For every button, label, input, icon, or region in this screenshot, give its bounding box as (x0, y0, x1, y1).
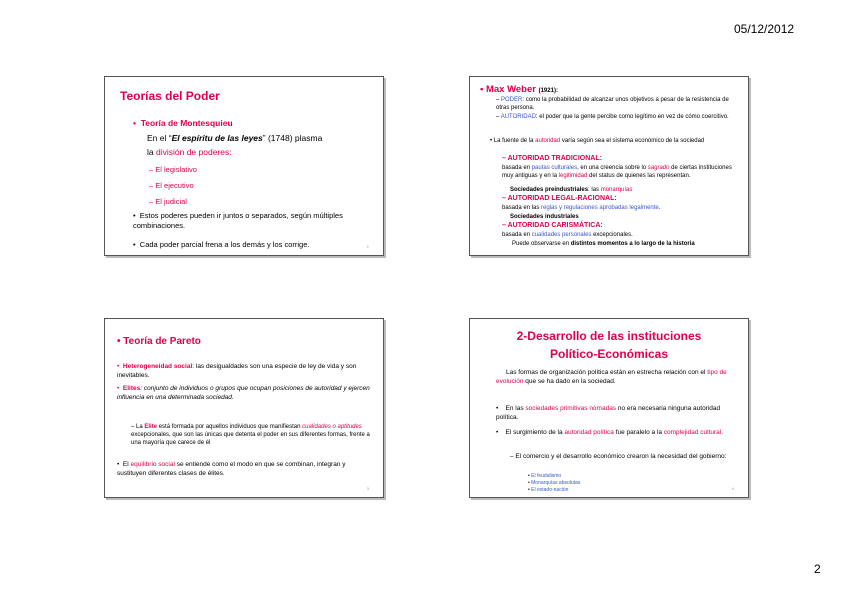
text: El comercio y el desarrollo económico crearon la necesidad del gobierno: (515, 453, 727, 460)
sub-item-legislativo: – El legislativo (149, 165, 197, 174)
text: Puede observarse en (512, 241, 571, 247)
legal-title: – AUTORIDAD LEGAL-RACIONAL: (502, 195, 617, 202)
bullet-text: Teoría de Montesquieu (140, 118, 233, 128)
slide-2 (469, 76, 749, 256)
term: sagrado (647, 165, 670, 171)
text: fue paralelo a la (613, 429, 664, 436)
term: complejidad cultural (663, 429, 722, 436)
year: (1921): (538, 88, 558, 94)
book-title: El espíritu de las leyes (171, 133, 263, 143)
term: monarquías (600, 187, 633, 193)
text: se entiende como el modo en que se combinan, integran y sustituyen diferentes clases de élites. (117, 461, 346, 477)
text: : como la probabilidad de alcanzar unos objetivos a pesar de la resistencia de otras persona. (496, 97, 729, 111)
pareto-bullet-2: • Elites: conjunto de individuos o grupos que ocupan posiciones de autoridad y ejercen influencia en una determinada sociedad. (117, 385, 370, 401)
term: PODER (501, 97, 523, 103)
slide-1 (104, 76, 384, 256)
term: cualidades o aptitudes (302, 424, 362, 430)
text: varía según sea el sistema económico de la sociedad (560, 138, 705, 144)
gov-list (528, 473, 580, 494)
trad-text (502, 164, 736, 180)
slide-number: 4 (731, 486, 734, 491)
pareto-bullet-1: • Heterogeneidad social: las desigualdades son una especie de ley de vida y son inevitables. (117, 363, 357, 379)
text: basada en (502, 165, 532, 171)
term: Elites (122, 385, 141, 392)
slide-3 (104, 318, 384, 498)
text: distintos momentos (570, 241, 628, 247)
text: En el “ (147, 133, 172, 143)
text: El surgimiento de la (505, 429, 565, 436)
text: basada en (502, 232, 532, 238)
text: El legislativo (155, 165, 197, 174)
term: sociedades primitivas nómadas (525, 405, 617, 412)
text: que se ha dado en la sociedad. (523, 377, 616, 385)
term: equilibrio social (130, 461, 175, 468)
text: Monarquías absolutas (531, 480, 581, 486)
text: Teoría de Pareto (123, 336, 201, 347)
char-text (502, 231, 736, 239)
term: pautas culturales (531, 165, 578, 171)
text: La fuente de la (493, 138, 536, 144)
slide-title: • Teoría de Pareto (117, 336, 201, 347)
text: : las desigualdades son una especie de ley de vida y son inevitables. (117, 363, 357, 379)
sub-item-judicial: – El judicial (149, 197, 187, 206)
slide-number: 1 (366, 244, 369, 249)
text: excepcionales, que son las únicas que detenta el poder en sus diferentes formas, frente a una mayoría que carece de él (131, 432, 370, 446)
text: El feudalismo (531, 473, 562, 479)
text: ” (1748) plasma (262, 133, 323, 143)
text: : conjunto de individuos o grupos que ocupan posiciones de autoridad y ejercen influencia en una determinada sociedad. (117, 385, 370, 401)
list-item: • El estado-nación (528, 487, 569, 493)
bullet-frena: • Cada poder parcial frena a los demás y los corrige. (133, 240, 310, 249)
montesquieu-line1 (147, 133, 322, 143)
weber-heading: • Max Weber (1921): (480, 84, 558, 95)
text: El (122, 461, 131, 468)
text: , en una creencia sobre lo (577, 165, 648, 171)
term: AUTORIDAD (500, 114, 536, 120)
para-3: • El surgimiento de la autoridad política fue paralelo a la complejidad cultural. (496, 429, 724, 436)
text: . (721, 429, 724, 436)
page-number: 2 (814, 562, 821, 576)
text: basada en las (502, 205, 542, 211)
trad-title: – AUTORIDAD TRADICIONAL: (502, 155, 602, 162)
sub-item-ejecutivo: – El ejecutivo (149, 181, 194, 190)
text: de ciertas instituciones muy antiguas y en la (502, 165, 732, 179)
term: cualidades personales (531, 232, 592, 238)
text: El judicial (155, 197, 187, 206)
trad-society (510, 186, 632, 194)
slide-4 (469, 318, 749, 498)
division-term: división de poderes: (156, 147, 232, 157)
text: La (136, 424, 145, 430)
slide-title (470, 327, 748, 363)
term: tipo de evolución (496, 369, 727, 385)
text: En las (505, 405, 526, 412)
title-line: 2-Desarrollo de las instituciones (516, 329, 702, 343)
text: Cada poder parcial frena a los demás y los corrige. (139, 240, 310, 249)
list-item: • El feudalismo (528, 473, 562, 479)
text: El estado-nación (531, 487, 569, 493)
text: excepcionales. (591, 232, 633, 238)
char-note (512, 240, 742, 248)
term: autoridad política (564, 429, 614, 436)
text: no era necesaria ninguna autoridad política. (496, 405, 721, 421)
source-line: • La fuente de la autoridad varía según sea el sistema económico de la sociedad (490, 138, 705, 144)
page-date: 05/12/2012 (734, 22, 795, 36)
text: Las formas de organización política están en estrecha relación con el (506, 369, 708, 376)
term: Elite (144, 424, 158, 430)
term: legitimidad (558, 173, 588, 179)
pareto-bullet-3: • El equilibrio social se entiende como el modo en que se combinan, integran y sustituyen diferentes clases de élites. (117, 461, 346, 477)
def-autoridad: – AUTORIDAD: el poder que la gente percibe como legítimo en vez de cómo coercitivo. (496, 114, 729, 120)
title-line: Político-Económicas (549, 347, 669, 361)
text: la (147, 147, 154, 157)
text: : las (588, 187, 601, 193)
text: a lo largo de la historia (627, 241, 695, 247)
para-2: • En las sociedades primitivas nómadas no era necesaria ninguna autoridad política. (496, 405, 721, 421)
para-1 (496, 369, 732, 386)
text: AUTORIDAD CARISMÁTICA: (507, 222, 603, 229)
montesquieu-line2 (147, 147, 232, 157)
text: Estos poderes pueden ir juntos o separados, según múltiples combinaciones. (133, 211, 343, 230)
text: Max Weber (485, 84, 536, 95)
text: Sociedades preindustriales (510, 187, 589, 193)
slide-title: Teorías del Poder (120, 89, 220, 103)
char-title: – AUTORIDAD CARISMÁTICA: (502, 222, 603, 229)
text: AUTORIDAD TRADICIONAL: (507, 155, 602, 162)
pareto-sub: – La Elite está formada por aquellos individuos que manifiestan cualidades o aptitudes excepcionales, que son las únicas que detenta el poder en sus diferentes formas, frente a una mayoría que carece de él (131, 424, 370, 446)
legal-text (502, 204, 736, 212)
text: del status de quienes las representan. (587, 173, 691, 179)
term: autoridad (535, 138, 561, 144)
bullet-combinations: • Estos poderes pueden ir juntos o separados, según múltiples combinaciones. (133, 211, 343, 230)
text: El ejecutivo (155, 181, 194, 190)
text: AUTORIDAD LEGAL-RACIONAL: (507, 195, 617, 202)
list-item: • Monarquías absolutas (528, 480, 581, 486)
def-poder: – PODER: como la probabilidad de alcanzar unos objetivos a pesar de la resistencia de otras persona. (496, 97, 729, 111)
bullet-montesquieu: • Teoría de Montesquieu (133, 118, 233, 128)
term: Heterogeneidad social (122, 363, 193, 370)
text: : el poder que la gente percibe como legítimo en vez de cómo coercitivo. (535, 114, 729, 120)
slide-number: 3 (366, 486, 369, 491)
text: está formada por aquellos individuos que manifiestan (157, 424, 303, 430)
term: reglas y regulaciones aprobadas legalmente (541, 205, 659, 211)
para-4: – El comercio y el desarrollo económico crearon la necesidad del gobierno: (510, 453, 727, 460)
legal-society: Sociedades industriales (510, 214, 579, 220)
text: . (658, 205, 661, 211)
